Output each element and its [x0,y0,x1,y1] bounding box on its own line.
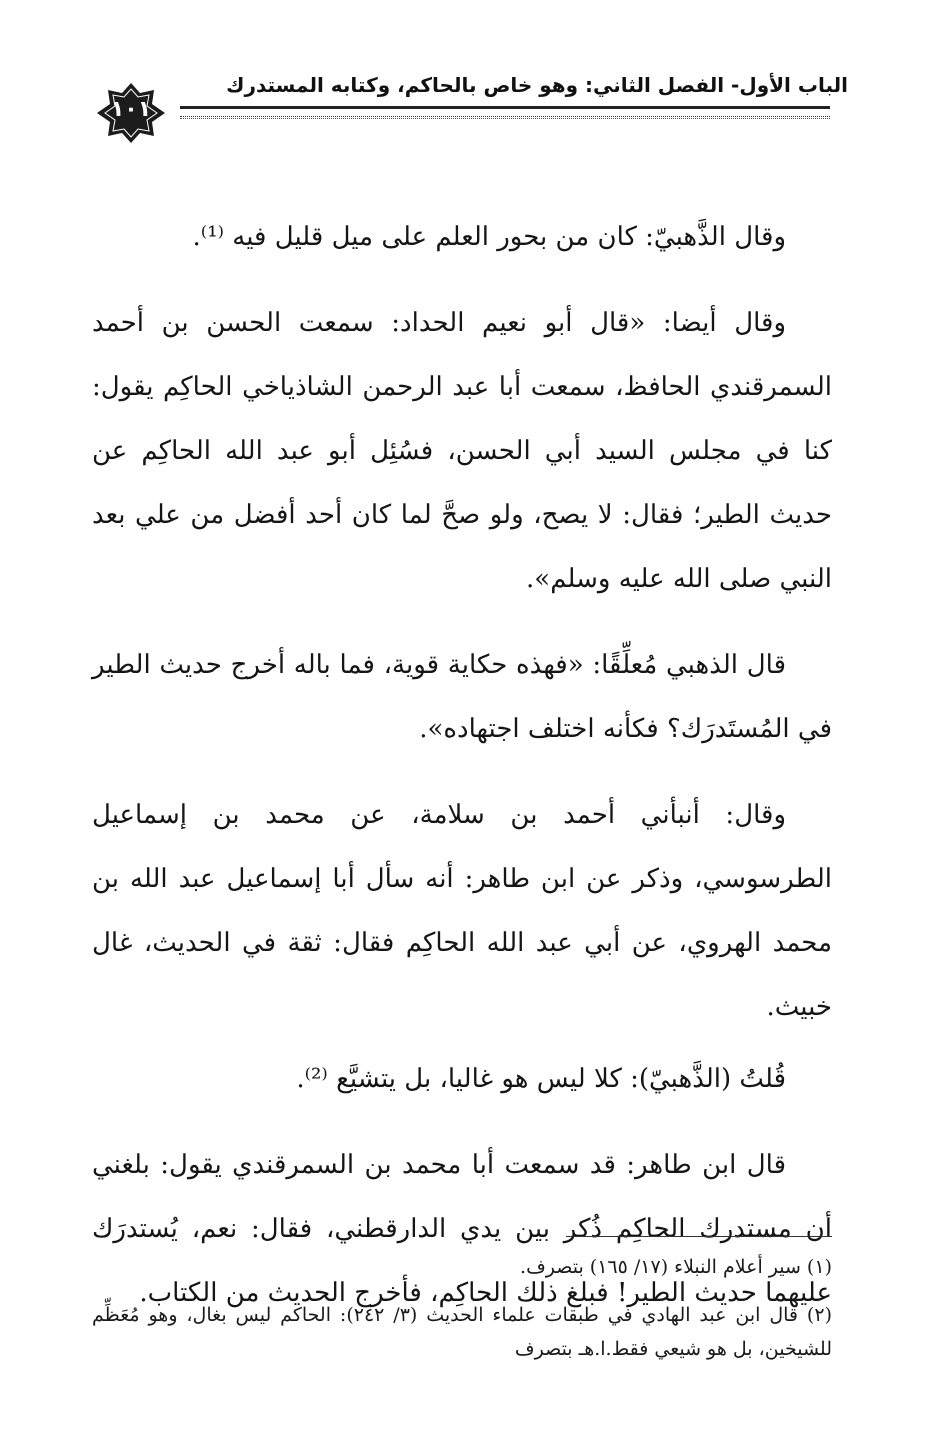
paragraph: قال ابن طاهر: قد سمعت أبا محمد بن السمرقندي يقول: بلغني أن مستدرك الحاكِم ذُكر بين يدي الدارقطني، فقال: نعم، يُستدرَك عليهما حديث الطير! فبلغ ذلك الحاكِم، فأخرج الحديث من الكتاب. [92,1150,833,1308]
paragraph: وقال الذَّهبيّ: كان من بحور العلم على ميل قليل فيه ⁽¹⁾. [192,222,786,252]
header-dotted-rule [180,118,830,119]
footnote: (٢) قال ابن عبد الهادي في طبقات علماء الحديث (٣/ ٢٤٢): الحاكم ليس بغال، وهو مُعَظِّم للشيخين، بل هو شيعي فقط.ا.هـ بتصرف [92,1304,832,1360]
page-number-badge [96,82,166,144]
footnote: (١) سير أعلام النبلاء (١٧/ ١٦٥) بتصرف. [520,1256,832,1278]
header-rule [180,106,830,117]
running-header-title: الباب الأول- الفصل الثاني: وهو خاص بالحاكم، وكتابه المستدرك [226,73,848,97]
paragraph: قال الذهبي مُعلِّقًا: «فهذه حكاية قوية، فما باله أخرج حديث الطير في المُستَدرَك؟ فكأنه اختلف اجتهاده». [92,650,832,744]
page-number: ١٠١ [110,97,152,122]
footnote-separator [566,1236,832,1237]
paragraph: قُلتُ (الذَّهبيّ): كلا ليس هو غاليا، بل يتشيَّع ⁽²⁾. [296,1064,786,1094]
footnotes [92,1250,832,1366]
main-text [92,205,832,1325]
paragraph: وقال: أنبأني أحمد بن سلامة، عن محمد بن إسماعيل الطرسوسي، وذكر عن ابن طاهر: أنه سأل أبا إسماعيل عبد الله بن محمد الهروي، عن أبي عبد الله الحاكِم فقال: ثقة في الحديث، غال خبيث. [92,800,832,1022]
paragraph: وقال أيضا: «قال أبو نعيم الحداد: سمعت الحسن بن أحمد السمرقندي الحافظ، سمعت أبا عبد الرحمن الشاذياخي الحاكِم يقول: كنا في مجلس السيد أبي الحسن، فسُئِل أبو عبد الله الحاكِم عن حديث الطير؛ فقال: لا يصح، ولو صحَّ لما كان أحد أفضل من علي بعد النبي صلى الله عليه وسلم». [92,308,832,594]
